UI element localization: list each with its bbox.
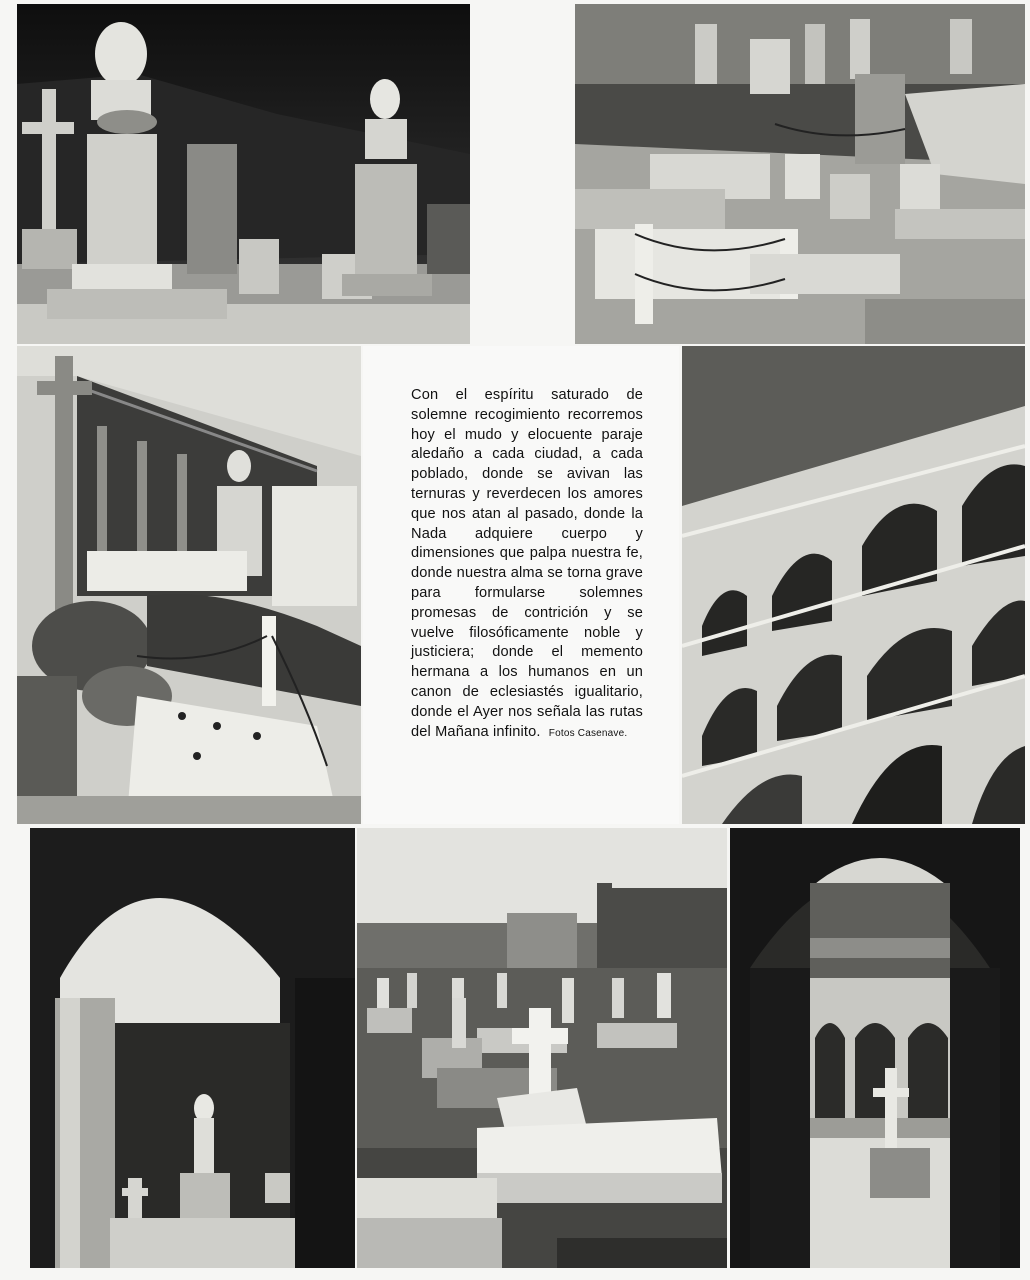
photo-tombs-chains [575,4,1025,344]
photo-cloister-arches [730,828,1020,1268]
photo-cemetery-field [357,828,727,1268]
article-body-text: Con el espíritu saturado de solemne recogimiento recorremos hoy el mudo y elocuente paraje aledaño a cada ciudad, a cada poblado, donde se avivan las ternuras y reverdecen los amores que nos atan al pasado, donde la Nada adquiere cuerpo y dimensiones que palpa nuestra fe, donde nuestra alma se torna grave para formularse solemnes promesas de contrición y se vuelve filosóficamente noble y justiciera; donde el memento hermana a los humanos en un canon de eclesiastés igualitario, donde el Ayer nos señala las rutas del Mañana infinito. [411,387,643,740]
photo-monuments-busts [17,4,470,344]
photo-niche-arcade [682,346,1025,824]
photo-tomb-garden [17,346,361,824]
article-body [411,386,643,743]
article-text-panel [363,346,679,824]
photo-credit: Fotos Casenave. [548,727,628,739]
photo-arch-statue [30,828,355,1268]
